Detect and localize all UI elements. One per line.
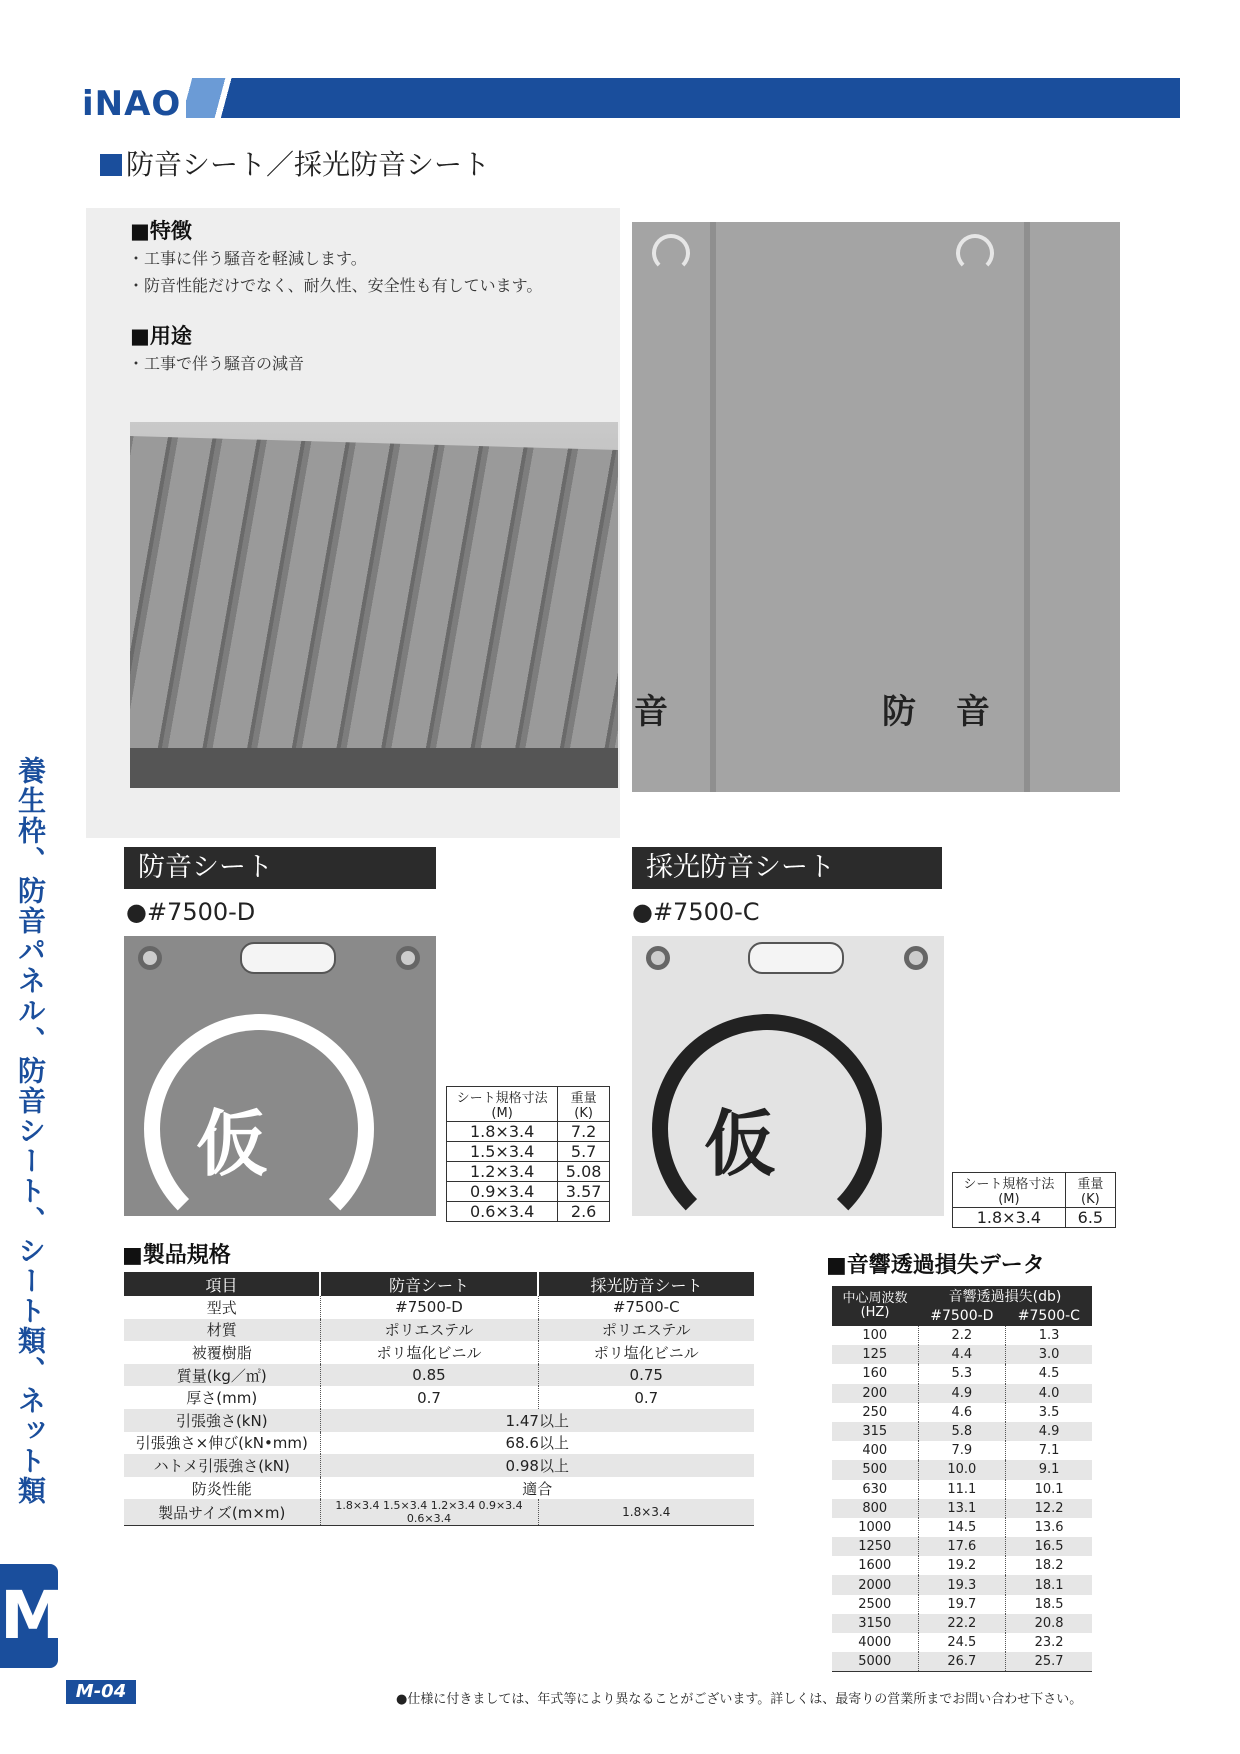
table-row: 材質 ポリエステル ポリエステル bbox=[124, 1319, 754, 1342]
usage-list bbox=[128, 350, 304, 377]
list-item: ・工事に伴う騒音を軽減します。 bbox=[128, 249, 367, 268]
loss-cell: 1.3 bbox=[1006, 1326, 1092, 1345]
table-row bbox=[832, 1556, 1092, 1575]
loss-cell: 5.8 bbox=[918, 1422, 1006, 1441]
loss-cell: 4.9 bbox=[1006, 1422, 1092, 1441]
table-row bbox=[832, 1480, 1092, 1499]
acoustic-subheader-c: #7500-C bbox=[1006, 1306, 1092, 1326]
spec-header-daylight: 採光防音シート bbox=[538, 1272, 754, 1296]
loss-cell: 4.4 bbox=[918, 1345, 1006, 1364]
loss-cell: 13.6 bbox=[1006, 1518, 1092, 1537]
loss-cell: 19.7 bbox=[918, 1595, 1006, 1614]
size-header: シート規格寸法(M) bbox=[447, 1087, 558, 1122]
table-row: 1.8×3.4 7.2 bbox=[447, 1122, 610, 1142]
page-title-text: 防音シート／採光防音シート bbox=[126, 148, 491, 181]
usage-heading: ■用途 bbox=[130, 324, 192, 348]
photo-char-right: 防 音 bbox=[882, 692, 1004, 732]
loss-cell: 13.1 bbox=[918, 1499, 1006, 1518]
product-sample-daylight bbox=[632, 936, 944, 1216]
product-model: ●#7500-D bbox=[126, 898, 256, 926]
loss-cell: 25.7 bbox=[1006, 1652, 1092, 1671]
table-row: 被覆樹脂 ポリ塩化ビニル ポリ塩化ビニル bbox=[124, 1341, 754, 1364]
grommet-icon bbox=[646, 946, 670, 970]
loss-cell: 5.3 bbox=[918, 1364, 1006, 1383]
loss-cell: 19.2 bbox=[918, 1556, 1006, 1575]
loss-cell: 14.5 bbox=[918, 1518, 1006, 1537]
spec-table bbox=[124, 1272, 754, 1526]
list-item: ・防音性能だけでなく、耐久性、安全性も有しています。 bbox=[128, 276, 543, 295]
frequency-cell: 1000 bbox=[832, 1518, 918, 1537]
loss-cell: 23.2 bbox=[1006, 1633, 1092, 1652]
inao-logo: iNAO bbox=[82, 84, 182, 124]
frequency-cell: 160 bbox=[832, 1364, 918, 1383]
frequency-cell: 2000 bbox=[832, 1575, 918, 1594]
frequency-cell: 125 bbox=[832, 1345, 918, 1364]
table-row: 0.9×3.4 3.57 bbox=[447, 1182, 610, 1202]
table-row bbox=[832, 1537, 1092, 1556]
acoustic-header-loss: 音響透過損失(db) bbox=[918, 1286, 1092, 1306]
frequency-cell: 2500 bbox=[832, 1595, 918, 1614]
table-row bbox=[832, 1364, 1092, 1383]
table-row bbox=[832, 1422, 1092, 1441]
header-bar bbox=[186, 78, 1180, 118]
loss-cell: 10.0 bbox=[918, 1460, 1006, 1479]
acoustic-table bbox=[832, 1286, 1092, 1672]
product-banner-daylight: 採光防音シート bbox=[632, 847, 942, 889]
soundproof-sheet-photo bbox=[130, 422, 618, 788]
frequency-cell: 315 bbox=[832, 1422, 918, 1441]
page-number: M-04 bbox=[66, 1680, 136, 1704]
kari-mark: 仮 bbox=[196, 1102, 269, 1186]
acoustic-header-freq: 中心周波数 (HZ) bbox=[832, 1286, 918, 1326]
side-category-letter: M bbox=[0, 1564, 58, 1668]
table-row: 1.8×3.4 6.5 bbox=[953, 1208, 1116, 1228]
loss-cell: 19.3 bbox=[918, 1575, 1006, 1594]
table-row: 質量(kg／㎡) 0.85 0.75 bbox=[124, 1364, 754, 1387]
table-row: 引張強さ×伸び(kN•mm) 68.6以上 bbox=[124, 1432, 754, 1455]
weight-header: 重量(K) bbox=[558, 1087, 610, 1122]
frequency-cell: 100 bbox=[832, 1326, 918, 1345]
table-row: ハトメ引張強さ(kN) 0.98以上 bbox=[124, 1454, 754, 1477]
loss-cell: 18.5 bbox=[1006, 1595, 1092, 1614]
loss-cell: 10.1 bbox=[1006, 1480, 1092, 1499]
product-banner-soundproof: 防音シート bbox=[124, 847, 436, 889]
soundproof-sheet-closeup-photo bbox=[632, 222, 1120, 792]
table-row bbox=[832, 1384, 1092, 1403]
table-row bbox=[832, 1575, 1092, 1594]
loss-cell: 7.9 bbox=[918, 1441, 1006, 1460]
loss-cell: 4.6 bbox=[918, 1403, 1006, 1422]
loss-cell: 9.1 bbox=[1006, 1460, 1092, 1479]
loss-cell: 16.5 bbox=[1006, 1537, 1092, 1556]
list-item: ・工事で伴う騒音の減音 bbox=[128, 354, 305, 373]
side-category-text: 養生枠、防音パネル、防音シート、シート類、ネット類 bbox=[14, 756, 47, 1506]
kari-mark-icon bbox=[652, 234, 690, 272]
frequency-cell: 5000 bbox=[832, 1652, 918, 1671]
table-row: 1.2×3.4 5.08 bbox=[447, 1162, 610, 1182]
loss-cell: 4.0 bbox=[1006, 1384, 1092, 1403]
grommet-icon bbox=[396, 946, 420, 970]
loss-cell: 18.2 bbox=[1006, 1556, 1092, 1575]
table-row bbox=[832, 1518, 1092, 1537]
loss-cell: 18.1 bbox=[1006, 1575, 1092, 1594]
photo-char-left: 音 bbox=[634, 692, 668, 732]
acoustic-subheader-d: #7500-D bbox=[918, 1306, 1006, 1326]
table-row bbox=[832, 1652, 1092, 1671]
product-sample-soundproof bbox=[124, 936, 436, 1216]
size-table-daylight bbox=[952, 1172, 1116, 1228]
product-label-tag bbox=[748, 942, 844, 974]
table-row: 0.6×3.4 2.6 bbox=[447, 1202, 610, 1222]
grommet-icon bbox=[138, 946, 162, 970]
table-row bbox=[832, 1326, 1092, 1345]
kari-mark: 仮 bbox=[704, 1102, 777, 1186]
loss-cell: 3.5 bbox=[1006, 1403, 1092, 1422]
grommet-icon bbox=[904, 946, 928, 970]
loss-cell: 26.7 bbox=[918, 1652, 1006, 1671]
table-row bbox=[832, 1460, 1092, 1479]
table-row bbox=[832, 1499, 1092, 1518]
loss-cell: 4.9 bbox=[918, 1384, 1006, 1403]
table-row: 製品サイズ(m×m) 1.8×3.4 1.5×3.4 1.2×3.4 0.9×3.4 0.6×3.4 1.8×3.4 bbox=[124, 1499, 754, 1526]
features-heading: ■特徴 bbox=[130, 219, 192, 243]
table-row bbox=[832, 1614, 1092, 1633]
loss-cell: 7.1 bbox=[1006, 1441, 1092, 1460]
size-header: シート規格寸法(M) bbox=[953, 1173, 1066, 1208]
table-row bbox=[832, 1345, 1092, 1364]
frequency-cell: 250 bbox=[832, 1403, 918, 1422]
loss-cell: 11.1 bbox=[918, 1480, 1006, 1499]
table-row bbox=[832, 1633, 1092, 1652]
table-row bbox=[832, 1441, 1092, 1460]
frequency-cell: 4000 bbox=[832, 1633, 918, 1652]
table-row: 防炎性能 適合 bbox=[124, 1477, 754, 1500]
table-row bbox=[832, 1595, 1092, 1614]
frequency-cell: 3150 bbox=[832, 1614, 918, 1633]
title-square-icon bbox=[100, 154, 122, 176]
frequency-cell: 1250 bbox=[832, 1537, 918, 1556]
frequency-cell: 500 bbox=[832, 1460, 918, 1479]
acoustic-heading: ■音響透過損失データ bbox=[826, 1253, 1045, 1278]
loss-cell: 4.5 bbox=[1006, 1364, 1092, 1383]
features-list bbox=[128, 245, 542, 299]
kari-mark-icon bbox=[956, 234, 994, 272]
loss-cell: 17.6 bbox=[918, 1537, 1006, 1556]
product-model: ●#7500-C bbox=[632, 898, 760, 926]
size-table-soundproof bbox=[446, 1086, 610, 1222]
loss-cell: 12.2 bbox=[1006, 1499, 1092, 1518]
table-row: 1.5×3.4 5.7 bbox=[447, 1142, 610, 1162]
loss-cell: 3.0 bbox=[1006, 1345, 1092, 1364]
spec-header-item: 項目 bbox=[124, 1272, 320, 1296]
table-row: 引張強さ(kN) 1.47以上 bbox=[124, 1409, 754, 1432]
table-row bbox=[832, 1403, 1092, 1422]
weight-header: 重量(K) bbox=[1065, 1173, 1115, 1208]
frequency-cell: 800 bbox=[832, 1499, 918, 1518]
page-title bbox=[100, 143, 490, 183]
footnote: ●仕様に付きましては、年式等により異なることがございます。詳しくは、最寄りの営業所までお問い合わせ下さい。 bbox=[396, 1692, 1083, 1707]
loss-cell: 22.2 bbox=[918, 1614, 1006, 1633]
frequency-cell: 630 bbox=[832, 1480, 918, 1499]
frequency-cell: 400 bbox=[832, 1441, 918, 1460]
loss-cell: 2.2 bbox=[918, 1326, 1006, 1345]
frequency-cell: 1600 bbox=[832, 1556, 918, 1575]
spec-heading: ■製品規格 bbox=[122, 1243, 231, 1268]
table-row: 型式 #7500-D #7500-C bbox=[124, 1296, 754, 1319]
loss-cell: 20.8 bbox=[1006, 1614, 1092, 1633]
frequency-cell: 200 bbox=[832, 1384, 918, 1403]
loss-cell: 24.5 bbox=[918, 1633, 1006, 1652]
table-row: 厚さ(mm) 0.7 0.7 bbox=[124, 1386, 754, 1409]
product-label-tag bbox=[240, 942, 336, 974]
spec-header-soundproof: 防音シート bbox=[320, 1272, 538, 1296]
